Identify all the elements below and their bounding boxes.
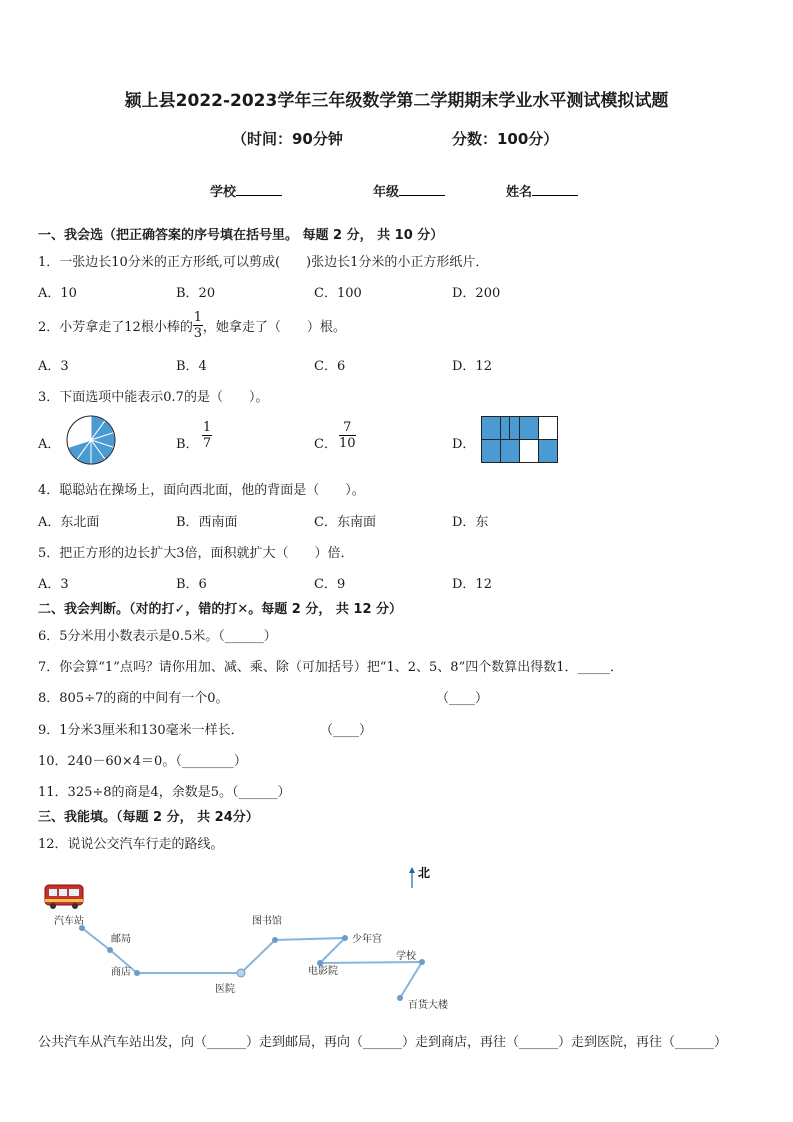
q3-option-c[interactable]: C． bbox=[314, 437, 337, 452]
question-2 bbox=[38, 310, 346, 341]
grid-cell bbox=[519, 416, 539, 440]
school-label: 学校 bbox=[210, 185, 237, 200]
stop-post-office bbox=[107, 947, 113, 953]
question-3: 3．下面选项中能表示0.7的是（ ）。 bbox=[38, 390, 269, 405]
exam-title: 颍上县2022-2023学年三年级数学第二学期期末学业水平测试模拟试题 bbox=[124, 91, 669, 111]
label-department-store: 百货大楼 bbox=[408, 1000, 448, 1011]
stop-library bbox=[272, 937, 278, 943]
stop-school bbox=[419, 959, 425, 965]
grade-label: 年级 bbox=[373, 185, 400, 200]
q4-option-d[interactable]: D．东 bbox=[452, 515, 489, 530]
question-10: 10．240－60×4＝0。（________） bbox=[38, 754, 247, 769]
grid-cell bbox=[481, 416, 501, 440]
question-11: 11．325÷8的商是4，余数是5。（______） bbox=[38, 785, 291, 800]
name-label: 姓名 bbox=[506, 185, 533, 200]
label-bus-station: 汽车站 bbox=[54, 916, 84, 927]
question-8: 8．805÷7的商的中间有一个0。 bbox=[38, 691, 229, 706]
q2-option-b[interactable]: B．4 bbox=[176, 359, 207, 374]
grid-cell bbox=[481, 439, 501, 463]
school-field bbox=[210, 181, 282, 200]
question-6: 6．5分米用小数表示是0.5米。（______） bbox=[38, 629, 277, 644]
exam-time: （时间：90分钟 bbox=[232, 130, 343, 148]
school-blank[interactable] bbox=[236, 183, 282, 196]
bus-icon bbox=[45, 885, 83, 909]
question-12-route-text: 公共汽车从汽车站出发，向（______）走到邮局，再向（______）走到商店，再往（______）走到医院，再往（______） bbox=[38, 1035, 728, 1050]
section-3-heading: 三、我能填。（每题 2 分， 共 24分） bbox=[38, 810, 259, 825]
q4-option-c[interactable]: C．东南面 bbox=[314, 515, 376, 530]
q3-b-fraction bbox=[202, 420, 212, 451]
q3-b-denominator: 7 bbox=[202, 436, 212, 451]
label-shop: 商店 bbox=[111, 967, 131, 978]
grade-blank[interactable] bbox=[399, 183, 445, 196]
north-arrow-head-icon bbox=[409, 867, 415, 873]
q2-frac-denominator: 3 bbox=[193, 326, 202, 341]
exam-score: 分数：100分） bbox=[452, 130, 559, 148]
q3-c-denominator: 10 bbox=[339, 436, 356, 451]
q3-b-numerator: 1 bbox=[202, 420, 212, 435]
question-5: 5．把正方形的边长扩大3倍，面积就扩大（ ）倍． bbox=[38, 546, 354, 561]
question-7: 7．你会算“1”点吗？请你用加、减、乘、除（可加括号）把“1、2、5、8”四个数算出得数1．_____． bbox=[38, 660, 623, 675]
q2-option-c[interactable]: C．6 bbox=[314, 359, 346, 374]
name-blank[interactable] bbox=[532, 183, 578, 196]
q2-option-d[interactable]: D．12 bbox=[452, 359, 492, 374]
label-cinema: 电影院 bbox=[308, 966, 338, 977]
label-school: 学校 bbox=[396, 951, 416, 962]
q5-option-d[interactable]: D．12 bbox=[452, 577, 492, 592]
label-post-office: 邮局 bbox=[111, 934, 131, 945]
q2-text-before: 2．小芳拿走了12根小棒的 bbox=[38, 320, 193, 335]
grid-divider bbox=[509, 416, 510, 440]
q3-pie-figure bbox=[65, 414, 117, 466]
q8-answer-blank[interactable]: （____） bbox=[436, 691, 489, 706]
section-2-heading: 二、我会判断。（对的打✓，错的打✕。每题 2 分， 共 12 分） bbox=[38, 602, 403, 617]
q1-option-a[interactable]: A．10 bbox=[38, 286, 77, 301]
bus-route-map bbox=[0, 860, 793, 1020]
label-hospital: 医院 bbox=[215, 984, 235, 995]
label-library: 图书馆 bbox=[252, 916, 282, 927]
q3-c-numerator: 7 bbox=[343, 420, 352, 435]
north-label: 北 bbox=[418, 866, 431, 880]
grid-cell bbox=[500, 416, 520, 440]
q4-option-b[interactable]: B．西南面 bbox=[176, 515, 238, 530]
q1-option-d[interactable]: D．200 bbox=[452, 286, 501, 301]
q3-option-d[interactable]: D． bbox=[452, 437, 476, 452]
question-9: 9．1分米3厘米和130毫米一样长． bbox=[38, 723, 244, 738]
question-1: 1．一张边长10分米的正方形纸,可以剪成( )张边长1分米的小正方形纸片． bbox=[38, 255, 489, 270]
q2-frac-numerator: 1 bbox=[193, 310, 202, 325]
q3-option-b[interactable]: B． bbox=[176, 437, 199, 452]
q4-option-a[interactable]: A．东北面 bbox=[38, 515, 100, 530]
label-youth-palace: 少年宫 bbox=[352, 934, 382, 945]
grid-cell bbox=[500, 439, 520, 463]
grade-field bbox=[373, 181, 445, 200]
stop-department-store bbox=[397, 995, 403, 1001]
section-1-heading: 一、我会选（把正确答案的序号填在括号里。 每题 2 分， 共 10 分） bbox=[38, 228, 444, 243]
q5-option-c[interactable]: C．9 bbox=[314, 577, 346, 592]
question-12: 12．说说公交汽车行走的路线。 bbox=[38, 837, 224, 852]
q1-option-c[interactable]: C．100 bbox=[314, 286, 362, 301]
q3-grid-figure bbox=[481, 416, 557, 462]
q3-c-fraction bbox=[339, 420, 356, 451]
grid-cell bbox=[538, 439, 558, 463]
stop-hospital bbox=[237, 969, 245, 977]
q3-option-a[interactable]: A． bbox=[38, 437, 61, 452]
q5-option-a[interactable]: A．3 bbox=[38, 577, 69, 592]
stop-shop bbox=[134, 970, 140, 976]
q5-option-b[interactable]: B．6 bbox=[176, 577, 207, 592]
q2-fraction bbox=[193, 310, 203, 341]
grid-cell bbox=[519, 439, 539, 463]
q2-text-after: ，她拿走了（ ）根。 bbox=[202, 320, 346, 335]
q9-answer-blank[interactable]: （____） bbox=[320, 723, 373, 738]
q1-option-b[interactable]: B．20 bbox=[176, 286, 216, 301]
question-4: 4．聪聪站在操场上，面向西北面，他的背面是（ ）。 bbox=[38, 483, 365, 498]
name-field bbox=[506, 181, 578, 200]
stop-youth-palace bbox=[342, 935, 348, 941]
q2-option-a[interactable]: A．3 bbox=[38, 359, 69, 374]
grid-cell bbox=[538, 416, 558, 440]
